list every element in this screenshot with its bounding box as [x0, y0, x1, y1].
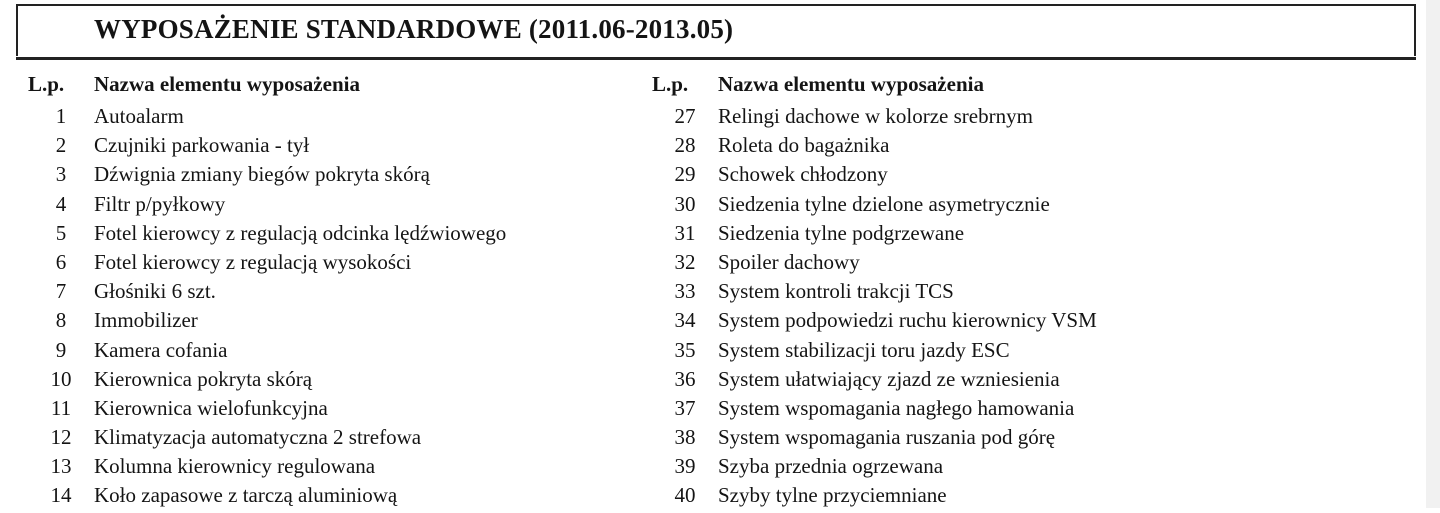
row-name: System kontroli trakcji TCS [718, 279, 954, 304]
row-name: Roleta do bagażnika [718, 133, 890, 158]
table-row [28, 367, 628, 396]
title-box [16, 4, 1416, 56]
table-row [28, 454, 628, 483]
row-name: Filtr p/pyłkowy [94, 191, 226, 216]
row-number: 28 [674, 133, 696, 158]
row-name: Fotel kierowcy z regulacją odcinka lędźwiowego [94, 220, 507, 245]
table-row [28, 279, 628, 308]
table-row [652, 162, 1412, 191]
table-row [28, 308, 628, 337]
header-lp: L.p. [28, 72, 65, 96]
row-number: 6 [55, 249, 67, 274]
table-row [652, 454, 1412, 483]
table-row [652, 483, 1412, 512]
table-row [28, 162, 628, 191]
row-name: Kierownica pokryta skórą [94, 366, 313, 391]
row-name: Dźwignia zmiany biegów pokryta skórą [94, 162, 430, 187]
table-row [652, 250, 1412, 279]
rows-left [28, 104, 628, 513]
header-lp: L.p. [652, 72, 689, 96]
row-name: Siedzenia tylne podgrzewane [718, 220, 965, 245]
table-row [652, 221, 1412, 250]
row-name: Szyba przednia ogrzewana [718, 454, 944, 479]
equipment-list-right [652, 72, 1412, 513]
row-number: 12 [50, 425, 72, 450]
table-row [28, 133, 628, 162]
row-name: Relingi dachowe w kolorze srebrnym [718, 104, 1033, 128]
table-row [28, 250, 628, 279]
row-number: 34 [674, 308, 696, 333]
header-name: Nazwa elementu wyposażenia [718, 72, 984, 96]
row-number: 36 [674, 366, 696, 391]
row-number: 39 [674, 454, 696, 479]
row-number: 7 [55, 279, 67, 304]
table-row [652, 192, 1412, 221]
row-name: Szyby tylne przyciemniane [718, 483, 947, 508]
row-name: Głośniki 6 szt. [94, 279, 216, 304]
row-name: System stabilizacji toru jazdy ESC [718, 337, 1010, 362]
row-number: 3 [55, 162, 67, 187]
table-row [652, 308, 1412, 337]
row-number: 14 [50, 483, 72, 508]
row-number: 29 [674, 162, 696, 187]
table-row [28, 425, 628, 454]
table-row [28, 396, 628, 425]
table-row [652, 133, 1412, 162]
page-title: WYPOSAŻENIE STANDARDOWE (2011.06-2013.05) [94, 14, 734, 44]
row-number: 32 [674, 249, 696, 274]
table-row [28, 483, 628, 512]
row-name: Klimatyzacja automatyczna 2 strefowa [94, 425, 422, 450]
row-number: 1 [55, 104, 67, 128]
row-name: System wspomagania ruszania pod górę [718, 425, 1056, 450]
row-number: 11 [50, 395, 72, 420]
row-number: 9 [55, 337, 67, 362]
row-name: Czujniki parkowania - tył [94, 133, 310, 158]
row-number: 37 [674, 395, 696, 420]
row-number: 8 [55, 308, 67, 333]
row-name: Immobilizer [94, 308, 198, 333]
table-row [652, 104, 1412, 133]
row-number: 4 [55, 191, 67, 216]
row-number: 27 [674, 104, 696, 128]
table-row [652, 396, 1412, 425]
row-number: 35 [674, 337, 696, 362]
row-name: Schowek chłodzony [718, 162, 888, 187]
row-number: 38 [674, 425, 696, 450]
list-header [652, 72, 1412, 104]
row-name: Koło zapasowe z tarczą aluminiową [94, 483, 398, 508]
row-number: 30 [674, 191, 696, 216]
row-number: 5 [55, 220, 67, 245]
rows-right [652, 104, 1412, 513]
row-name: Spoiler dachowy [718, 249, 860, 274]
table-row [28, 192, 628, 221]
list-header [28, 72, 628, 104]
row-name: Kierownica wielofunkcyjna [94, 395, 328, 420]
table-row [28, 221, 628, 250]
header-name: Nazwa elementu wyposażenia [94, 72, 360, 96]
row-name: Kamera cofania [94, 337, 228, 362]
table-row [652, 367, 1412, 396]
row-name: Autoalarm [94, 104, 184, 128]
row-number: 31 [674, 220, 696, 245]
table-row [28, 104, 628, 133]
row-number: 40 [674, 483, 696, 508]
table-row [28, 338, 628, 367]
page-edge [1426, 0, 1440, 508]
row-number: 2 [55, 133, 67, 158]
row-name: Siedzenia tylne dzielone asymetrycznie [718, 191, 1050, 216]
table-row [652, 279, 1412, 308]
row-name: Fotel kierowcy z regulacją wysokości [94, 249, 412, 274]
table-row [652, 425, 1412, 454]
row-name: System podpowiedzi ruchu kierownicy VSM [718, 308, 1097, 333]
row-name: System wspomagania nagłego hamowania [718, 395, 1075, 420]
row-number: 33 [674, 279, 696, 304]
row-name: System ułatwiający zjazd ze wzniesienia [718, 366, 1060, 391]
row-name: Kolumna kierownicy regulowana [94, 454, 376, 479]
table-row [652, 338, 1412, 367]
row-number: 10 [50, 366, 72, 391]
row-number: 13 [50, 454, 72, 479]
equipment-list-left [28, 72, 628, 513]
